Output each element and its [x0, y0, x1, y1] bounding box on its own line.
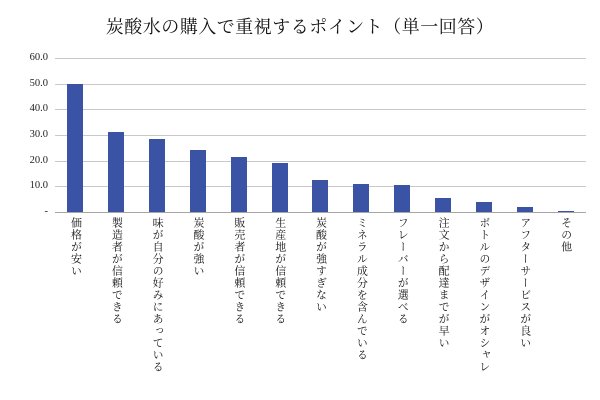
x-category-label: フレーバーが選べる — [396, 217, 409, 325]
x-axis-category-labels — [55, 217, 586, 397]
x-label-slot — [423, 217, 464, 397]
bar-slot — [504, 58, 545, 212]
bar-slot — [218, 58, 259, 212]
x-label-slot — [341, 217, 382, 397]
x-label-slot — [463, 217, 504, 397]
y-tick-label: 20.0 — [29, 154, 48, 166]
x-axis-line — [55, 212, 586, 213]
x-category-label: 炭酸が強すぎない — [314, 217, 327, 313]
x-label-slot — [55, 217, 96, 397]
x-category-label: 生産地が信頼できる — [273, 217, 286, 325]
x-category-label: 味が自分の好みにあっている — [151, 217, 164, 373]
x-category-label: アフターサービスが良い — [518, 217, 531, 349]
y-tick-label: 50.0 — [29, 77, 48, 89]
x-label-slot — [545, 217, 586, 397]
bar-9 — [394, 185, 410, 212]
bar-slot — [178, 58, 219, 212]
plot-area — [55, 58, 586, 212]
y-tick-label: 60.0 — [29, 52, 48, 63]
bar-slot — [341, 58, 382, 212]
bar-slot — [423, 58, 464, 212]
bar-10 — [435, 198, 451, 212]
bar-11 — [476, 202, 492, 212]
x-label-slot — [300, 217, 341, 397]
bar-slot — [96, 58, 137, 212]
x-category-label: 販売者が信頼できる — [232, 217, 245, 325]
x-label-slot — [382, 217, 423, 397]
x-label-slot — [259, 217, 300, 397]
x-category-label: ボトルのデザインがオシャレ — [477, 217, 490, 373]
x-category-label: ミネラル成分を含んでいる — [355, 217, 368, 361]
bar-series — [55, 58, 586, 212]
bar-6 — [272, 163, 288, 212]
bar-2 — [108, 132, 124, 212]
bar-4 — [190, 150, 206, 212]
x-label-slot — [96, 217, 137, 397]
bar-slot — [545, 58, 586, 212]
bar-slot — [382, 58, 423, 212]
x-category-label: 注文から配達までが早い — [437, 217, 450, 349]
bar-12 — [517, 207, 533, 212]
bar-1 — [67, 84, 83, 212]
bar-8 — [353, 184, 369, 212]
x-label-slot — [504, 217, 545, 397]
chart-title: 炭酸水の購入で重視するポイント（単一回答） — [105, 17, 495, 37]
bar-7 — [312, 180, 328, 212]
x-category-label: 製造者が信頼できる — [110, 217, 123, 325]
y-tick-label: 30.0 — [29, 129, 48, 140]
y-tick-label: 40.0 — [29, 103, 48, 115]
bar-13 — [558, 211, 574, 212]
bar-3 — [149, 139, 165, 212]
bar-5 — [231, 157, 247, 212]
x-category-label: 価格が安い — [69, 217, 82, 277]
bar-slot — [55, 58, 96, 212]
y-tick-label: 10.0 — [29, 180, 48, 192]
x-label-slot — [178, 217, 219, 397]
x-category-label: 炭酸が強い — [192, 217, 204, 277]
x-label-slot — [137, 217, 178, 397]
bar-slot — [300, 58, 341, 212]
bar-slot — [137, 58, 178, 212]
bar-slot — [259, 58, 300, 212]
x-category-label: その他 — [559, 217, 572, 253]
x-label-slot — [218, 217, 259, 397]
bar-slot — [463, 58, 504, 212]
y-tick-label: - — [44, 206, 48, 217]
